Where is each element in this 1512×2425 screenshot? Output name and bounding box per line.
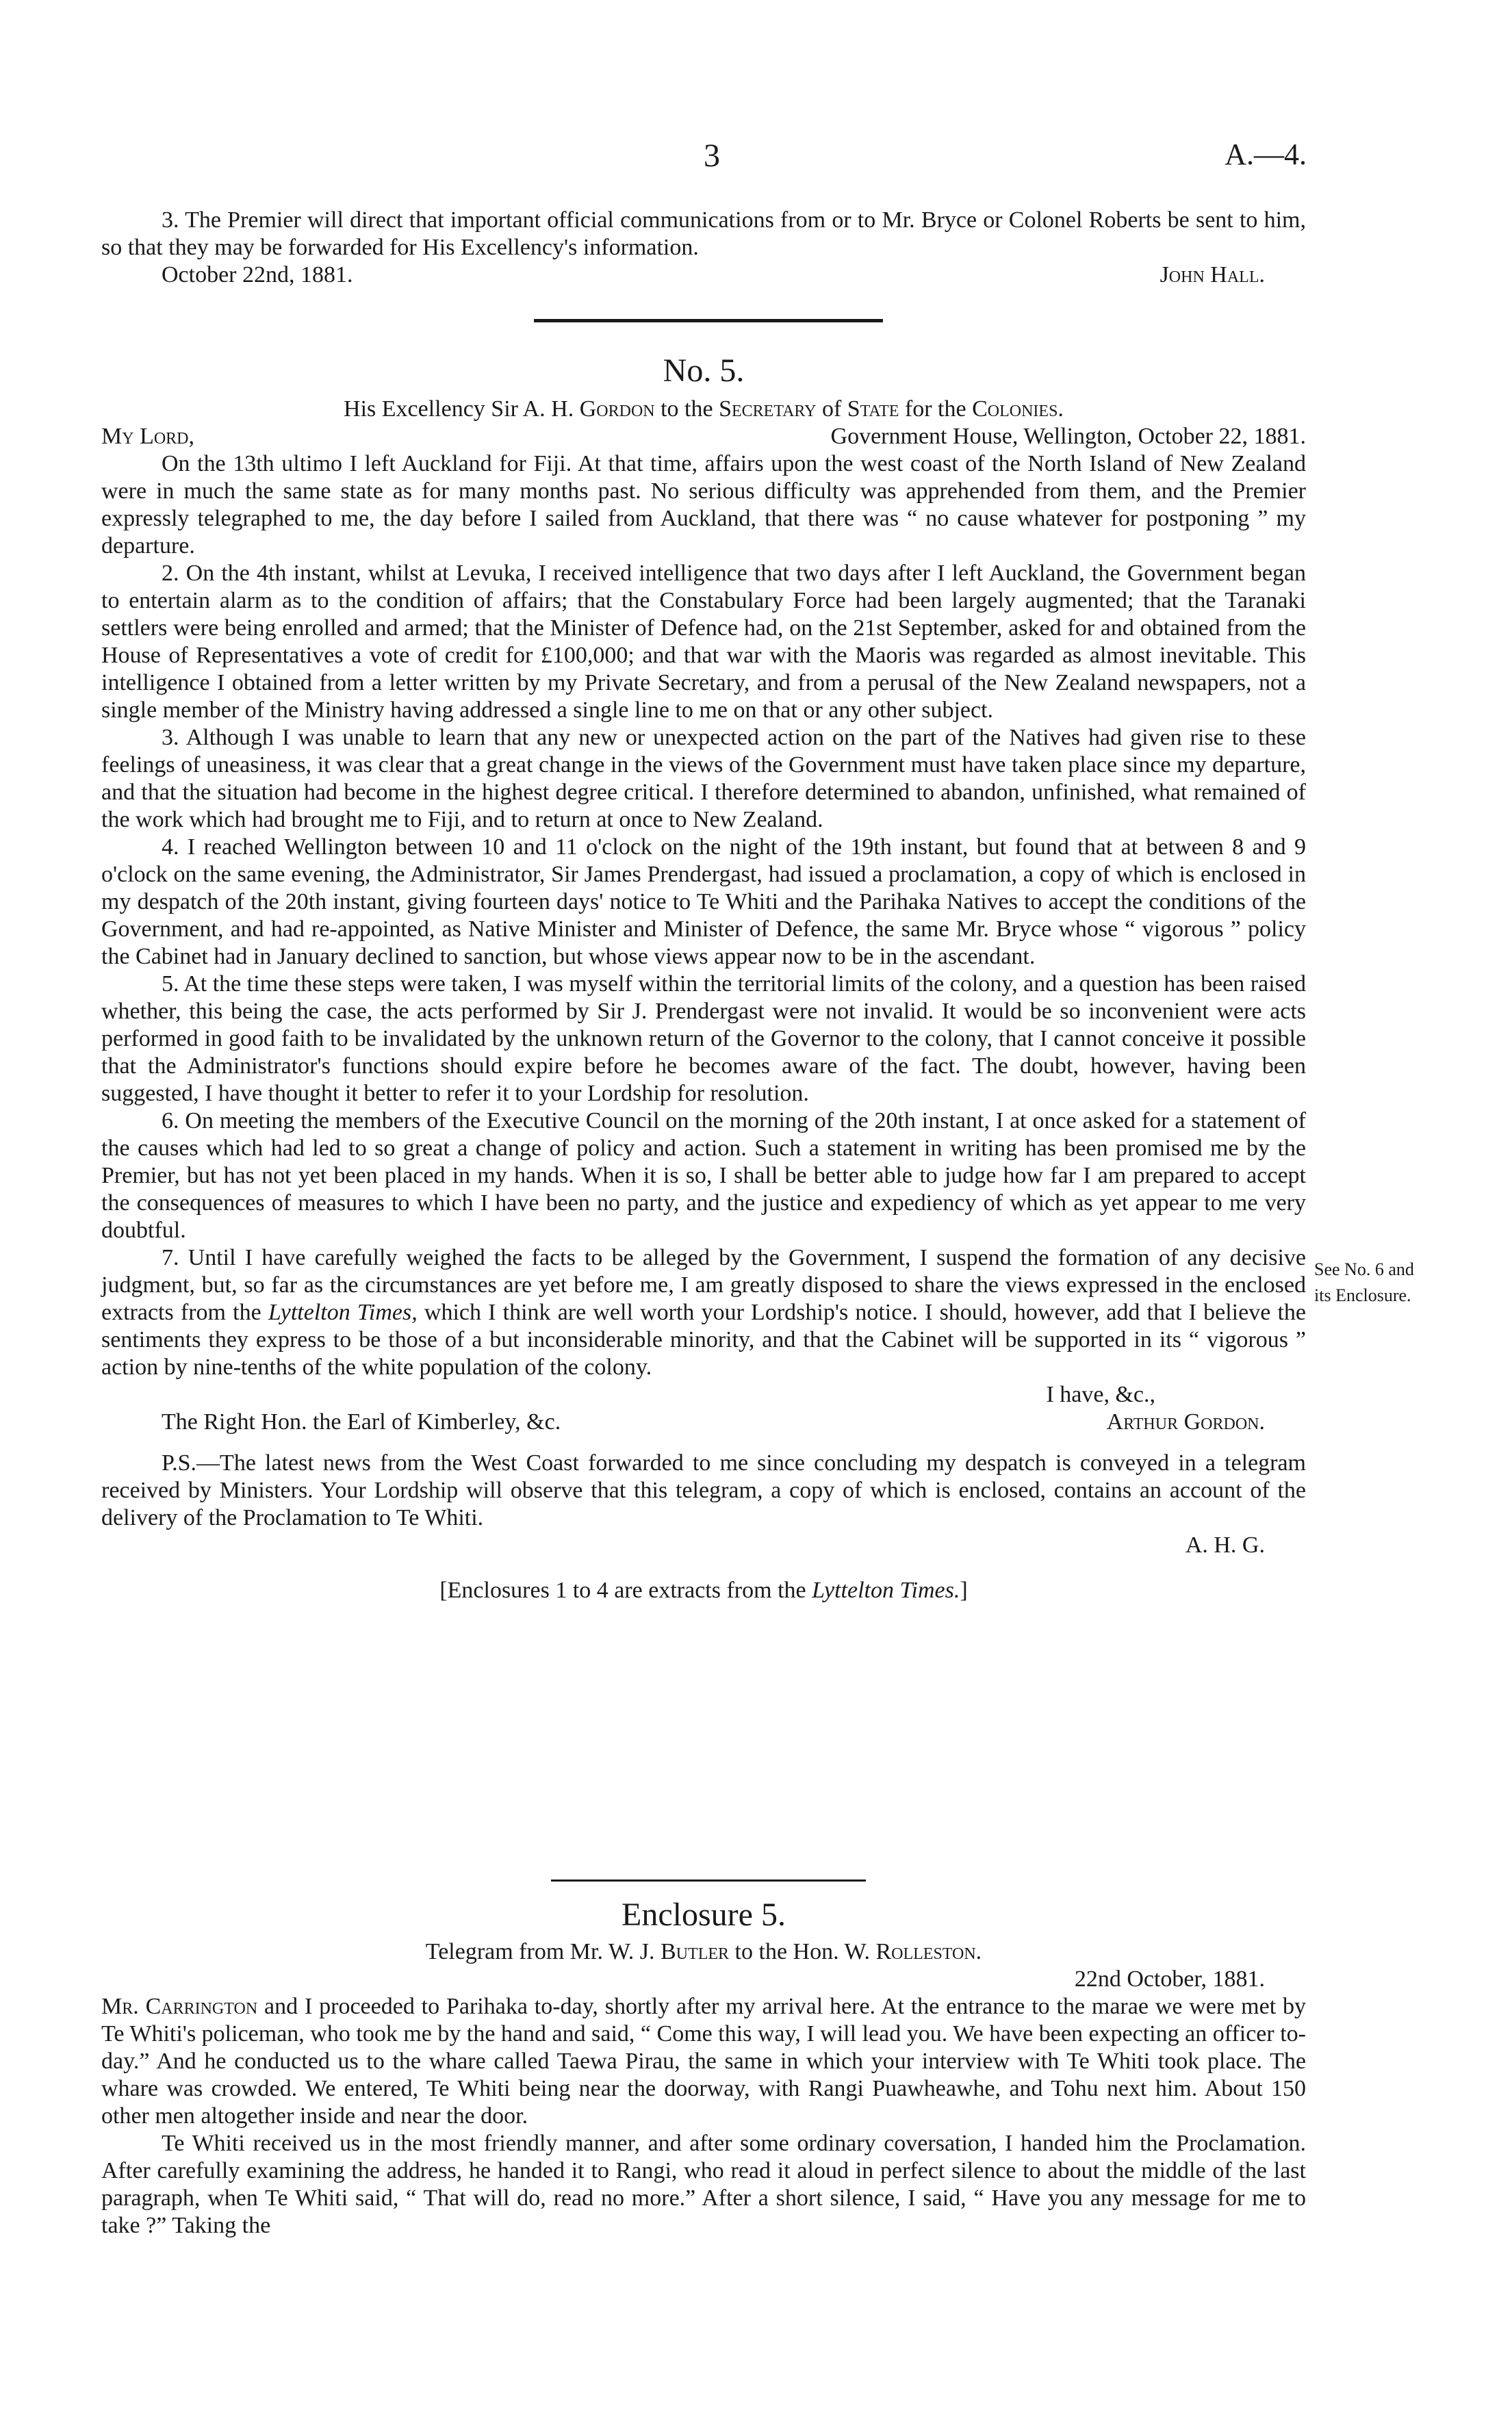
date-signature-row [101, 261, 1306, 289]
subheading-name: Rolleston. [875, 1939, 982, 1964]
enclosures-note [101, 1577, 1306, 1604]
paragraph-7-part: which I think are well worth your Lordship's notice. I should, however, add that I believe the sentiments they express to be those of a but inconsiderable minority, and that the Cabinet will be supported in its “ vigorous ” action by nine-tenths of the white population of the colony. [101, 1300, 1307, 1380]
paragraph-7 [101, 1244, 1306, 1381]
paragraph-1: On the 13th ultimo I left Auckland for Fiji. At that time, affairs upon the west coast of the North Island of New Zealand were in much the same state as for many months past. No serious difficulty was apprehended from them, and the Premier expressly telegraphed to me, the day before I sailed from Auckland, that there was “ no cause whatever for postponing ” my departure. [101, 451, 1306, 559]
section-divider [551, 1879, 866, 1882]
paragraph-2: 2. On the 4th instant, whilst at Levuka, I received intelligence that two days after I left Auckland, the Government began to entertain alarm as to the condition of affairs; that the Constabulary Force had been largely augmented; that the Taranaki settlers were being enrolled and armed; that the Minister of Defence had, on the 21st September, asked for and obtained from the House of Representatives a vote of credit for £100,000; and that war with the Maoris was regarded as almost inevitable. This intelligence I obtained from a letter written by my Private Secretary, and from a perusal of the New Zealand newspapers, not a single member of the Ministry having addressed a single line to me on that or any other subject. [101, 561, 1306, 723]
no5-section [101, 350, 1306, 1604]
salutation: My Lord, [101, 424, 195, 449]
place-date: Government House, Wellington, October 22, 1881. [830, 424, 1306, 449]
date: October 22nd, 1881. [162, 262, 353, 287]
newspaper-title: Lyttelton Times. [812, 1578, 960, 1603]
margin-note [1314, 1257, 1499, 1309]
signature: John Hall. [1159, 262, 1265, 287]
subheading-name: Gordon [579, 396, 655, 422]
enclosures-note-part: [Enclosures 1 to 4 are extracts from the [439, 1578, 806, 1603]
margin-note-line: its Enclosure. [1314, 1285, 1411, 1305]
subheading-part: His Excellency Sir A. H. [344, 396, 574, 422]
section-subheading [101, 396, 1306, 423]
enclosure-5-section [101, 1895, 1306, 2240]
name-carrington: Mr. Carrington [101, 1994, 258, 2019]
signature: Arthur Gordon. [1106, 1409, 1265, 1435]
subheading-part: for the [904, 396, 966, 422]
initials: A. H. G. [1185, 1532, 1265, 1558]
paragraph-5: 5. At the time these steps were taken, I was myself within the territorial limits of the colony, and a question has been raised whether, this being the case, the acts performed by Sir J. Prendergast were not invalid. It would be so inconvenient were acts performed in good faith to be invalidated by the unknown return of the Governor to the colony, that I cannot conceive it possible that the Administrator's functions should expire before he becomes aware of the fact. The doubt, however, having been suggested, I have thought it better to refer it to your Lordship for resolution. [101, 971, 1306, 1106]
enclosures-note-part: ] [960, 1578, 968, 1603]
enclosure-subheading [101, 1938, 1306, 1966]
section-heading: No. 5. [663, 352, 745, 389]
paragraph-6: 6. On meeting the members of the Executive Council on the morning of the 20th instant, I at once asked for a statement of the causes which had led to so great a change of policy and action. Such a statement in writing has been promised me by the Premier, but has not yet been placed in my hands. When it is so, I shall be better able to judge how far I am prepared to accept the consequences of measures to which I have been no party, and the justice and expediency of which as yet appear to me very doubtful. [101, 1108, 1306, 1243]
salutation-row [101, 423, 1306, 450]
telegram-paragraph-1 [101, 1993, 1306, 2130]
enclosure-heading: Enclosure 5. [622, 1897, 786, 1933]
margin-note-line: See No. 6 and [1314, 1259, 1414, 1279]
subheading-name: Butler [661, 1939, 730, 1964]
postscript: P.S.—The latest news from the West Coast forwarded to me since concluding my despatch is conveyed in a telegram received by Ministers. Your Lordship will observe that this telegram, a copy of which is enclosed, contains an account of the delivery of the Proclamation to Te Whiti. [101, 1450, 1306, 1530]
subheading-part: Telegram from Mr. W. J. [425, 1939, 655, 1964]
telegram-paragraph-2: Te Whiti received us in the most friendly manner, and after some ordinary coversation, I handed him the Proclamation. After carefully examining the address, he handed it to Rangi, who read it aloud in perfect silence to about the middle of the last paragraph, when Te Whiti said, “ That will do, read no more.” After a short silence, I said, “ Have you any message for me to take ?” Taking the [101, 2131, 1306, 2238]
telegram-paragraph-1-text: and I proceeded to Parihaka to-day, shortly after my arrival here. At the entrance to the marae we were met by Te Whiti's policeman, who took me by the hand and said, “ Come this way, I will lead you. We have been expecting an officer to-day.” And he conducted us to the whare called Taewa Pirau, the same in which your interview with Te Whiti took place. The whare was crowded. We entered, Te Whiti being near the doorway, with Rangi Puawheawhe, and Tohu next him. About 150 other men altogether inside and near the door. [101, 1994, 1307, 2129]
subheading-name: Secretary [719, 396, 817, 422]
subheading-part: of [821, 396, 842, 422]
paragraph-3: 3. Although I was unable to learn that any new or unexpected action on the part of the Natives had given rise to these feelings of uneasiness, it was clear that a great change in the views of the Government must have taken place since my departure, and that the situation had become in the highest degree critical. I therefore determined to abandon, unfinished, what remained of the work which had brought me to Fiji, and to return at once to New Zealand. [101, 725, 1306, 832]
document-reference: A.—4. [1225, 138, 1307, 171]
page-number: 3 [704, 138, 720, 174]
subheading-name: Colonies. [972, 396, 1064, 422]
top-section [101, 207, 1306, 289]
paragraph-7-part: 7. Until I have carefully weighed the facts to be alleged by the Government, I suspend the formation of any decisive judgment, but, so far as the circumstances are yet before me, I am greatly disposed to share the views expressed in the enclosed extracts from the [101, 1245, 1306, 1325]
newspaper-title: Lyttelton Times, [268, 1300, 418, 1325]
closing: I have, &c., [1046, 1382, 1155, 1407]
section-divider [534, 319, 883, 322]
subheading-part: to the Hon. W. [734, 1939, 870, 1964]
addressee: The Right Hon. the Earl of Kimberley, &c. [162, 1409, 561, 1435]
paragraph-3-premier: 3. The Premier will direct that important official communications from or to Mr. Bryce or Colonel Roberts be sent to him, so that they may be forwarded for His Excellency's information. [101, 207, 1306, 260]
telegram-date: 22nd October, 1881. [1074, 1966, 1265, 1992]
subheading-part: to the [661, 396, 713, 422]
paragraph-4: 4. I reached Wellington between 10 and 11 o'clock on the night of the 19th instant, but found that at between 8 and 9 o'clock on the same evening, the Administrator, Sir James Prendergast, had issued a proclamation, a copy of which is enclosed in my despatch of the 20th instant, giving fourteen days' notice to Te Whiti and the Parihaka Natives to accept the conditions of the Government, and had re-appointed, as Native Minister and Minister of Defence, the same Mr. Bryce whose “ vigorous ” policy the Cabinet had in January declined to sanction, but whose views appear now to be in the ascendant. [101, 834, 1306, 969]
addressee-row [101, 1409, 1306, 1436]
subheading-name: State [847, 396, 899, 422]
